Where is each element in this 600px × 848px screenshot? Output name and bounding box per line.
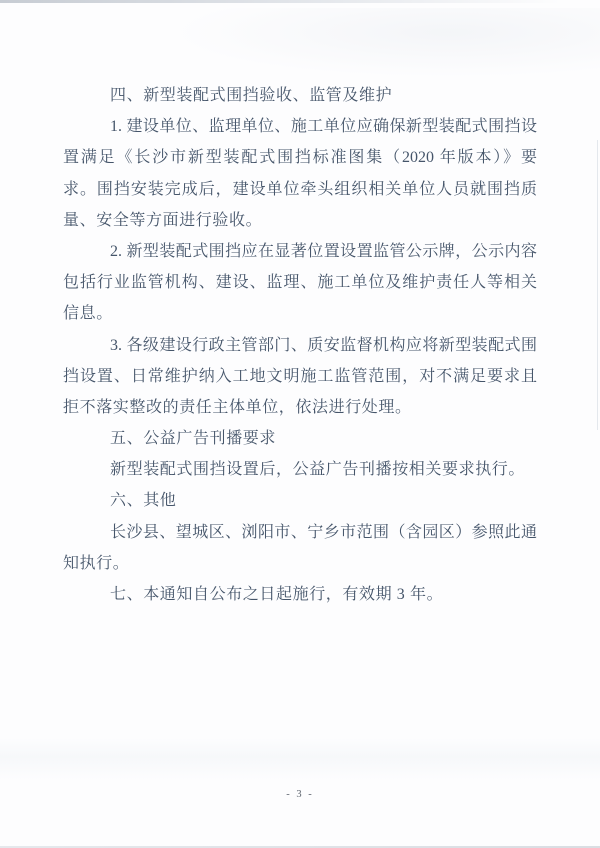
scan-artifact-top-wash — [170, 8, 600, 78]
doc-line: 长沙县、望城区、浏阳市、宁乡市范围（含园区）参照此通 — [110, 523, 537, 541]
doc-heading-line: 四、新型装配式围挡验收、监管及维护 — [110, 87, 393, 104]
doc-line: 2. 新型装配式围挡应在显著位置设置监管公示牌，公示内容 — [110, 242, 537, 260]
doc-heading-line: 六、其他 — [110, 492, 177, 510]
scan-artifact-top-edge — [0, 0, 572, 3]
doc-line: 拒不落实整改的责任主体单位，依法进行处理。 — [63, 398, 412, 416]
doc-heading-line: 五、公益广告刊播要求 — [110, 430, 277, 448]
page-number: - 3 - — [286, 789, 314, 800]
doc-line: 包括行业监管机构、建设、监理、施工单位及维护责任人等相关 — [63, 274, 537, 292]
doc-line: 量、安全等方面进行验收。 — [63, 211, 263, 229]
doc-line: 新型装配式围挡设置后，公益广告刊播按相关要求执行。 — [110, 461, 526, 479]
doc-line: 挡设置、日常维护纳入工地文明施工监管范围，对不满足要求且 — [63, 367, 537, 385]
scan-artifact-right-edge — [597, 140, 598, 430]
doc-line: 置满足《长沙市新型装配式围挡标准图集（2020 年版本）》要 — [63, 149, 537, 167]
doc-line: 信息。 — [63, 305, 113, 323]
doc-line: 知执行。 — [63, 554, 130, 572]
scan-artifact-bottom-wash — [0, 738, 600, 780]
document-body — [63, 80, 537, 610]
doc-line: 七、本通知自公布之日起施行，有效期 3 年。 — [110, 586, 444, 603]
doc-line: 3. 各级建设行政主管部门、质安监督机构应将新型装配式围 — [110, 336, 537, 354]
doc-line: 1. 建设单位、监理单位、施工单位应确保新型装配式围挡设 — [110, 118, 537, 136]
doc-line: 求。围挡安装完成后，建设单位牵头组织相关单位人员就围挡质 — [63, 180, 537, 198]
